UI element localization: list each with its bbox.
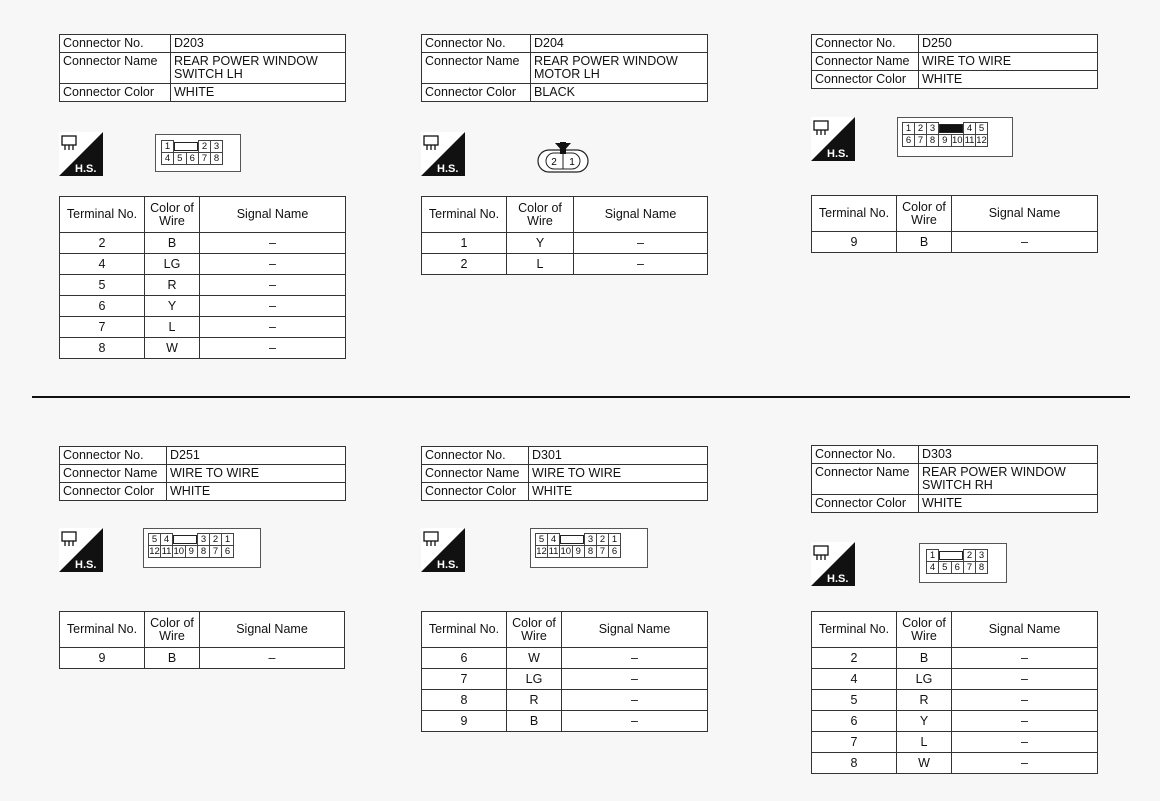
pin-8: 8	[976, 562, 988, 574]
pin-5: 5	[536, 534, 548, 546]
svg-text:H.S.: H.S.	[75, 163, 97, 175]
pin-7: 7	[915, 135, 927, 147]
table-row: 6 Y –	[812, 711, 1098, 732]
connector-color-value: WHITE	[167, 483, 346, 501]
pin-1: 1	[609, 534, 621, 546]
pin-9: 9	[939, 135, 952, 147]
pin-10: 10	[173, 546, 185, 557]
svg-text:H.S.: H.S.	[827, 573, 849, 585]
pin-2: 2	[597, 534, 609, 546]
table-row: 2 B –	[812, 648, 1098, 669]
table-row: 9 B –	[812, 232, 1098, 253]
table-row: 5 R –	[812, 690, 1098, 711]
harness-side-icon	[59, 132, 103, 176]
connector-info-table	[811, 34, 1098, 89]
connector-color-value: BLACK	[531, 84, 708, 102]
svg-text:H.S.: H.S.	[437, 163, 459, 175]
terminal-table	[811, 195, 1098, 253]
connector-no-label: Connector No.	[422, 447, 529, 465]
connector-name-value: REAR POWER WINDOW SWITCH LH	[171, 53, 346, 84]
pin-12: 12	[149, 546, 160, 557]
table-row: 9 B –	[422, 711, 708, 732]
connector-no-label: Connector No.	[60, 447, 167, 465]
color-of-wire-header: Color of Wire	[897, 612, 952, 648]
table-row: 6 W –	[422, 648, 708, 669]
pin-5: 5	[976, 123, 988, 135]
signal-name-header: Signal Name	[952, 612, 1098, 648]
terminal-table-d251-wrap	[59, 611, 345, 669]
connector-name-value: REAR POWER WINDOW SWITCH RH	[919, 464, 1098, 495]
pin-8: 8	[198, 546, 210, 558]
connector-info-table	[59, 34, 346, 102]
connector-color-label: Connector Color	[60, 483, 167, 501]
pin-4: 4	[548, 534, 560, 546]
pin-7: 7	[210, 546, 222, 558]
pin-4: 4	[927, 562, 939, 574]
pin-6: 6	[609, 546, 621, 558]
harness-side-icon	[811, 117, 855, 161]
table-row: 4 LG –	[812, 669, 1098, 690]
pin-6: 6	[951, 562, 964, 574]
pin-11: 11	[548, 546, 559, 557]
pin-1: 1	[903, 123, 915, 135]
connector-name-label: Connector Name	[812, 464, 919, 495]
pin-9: 9	[572, 546, 585, 558]
pin-4: 4	[964, 123, 976, 135]
table-row: 7 L –	[812, 732, 1098, 753]
svg-text:H.S.: H.S.	[437, 559, 459, 571]
pin-4: 4	[162, 153, 174, 165]
connector-no-value: D204	[531, 35, 708, 53]
connector-face-d204	[535, 140, 591, 176]
svg-text:H.S.: H.S.	[75, 559, 97, 571]
harness-side-icon	[811, 542, 855, 586]
pin-2: 2	[210, 534, 222, 546]
pin-4: 4	[161, 534, 173, 546]
connector-no-value: D251	[167, 447, 346, 465]
pin-6: 6	[222, 546, 234, 558]
signal-name-header: Signal Name	[200, 612, 345, 648]
connector-face-d251	[143, 528, 261, 568]
terminal-table-d203-wrap	[59, 196, 346, 359]
connector-block-d303	[811, 445, 1098, 513]
signal-name-header: Signal Name	[574, 197, 708, 233]
connector-face-d303	[919, 543, 1007, 583]
connector-no-value: D301	[529, 447, 708, 465]
harness-side-icon	[421, 132, 465, 176]
connector-block-d301	[421, 446, 708, 501]
connector-info-table	[421, 34, 708, 102]
table-row: 2 B –	[60, 233, 346, 254]
terminal-no-header: Terminal No.	[60, 197, 145, 233]
latch	[939, 550, 964, 562]
table-row: 8 W –	[812, 753, 1098, 774]
table-row: 7 L –	[60, 317, 346, 338]
terminal-table	[421, 611, 708, 732]
connector-name-label: Connector Name	[422, 465, 529, 483]
signal-name-header: Signal Name	[952, 196, 1098, 232]
pin-3: 3	[585, 534, 597, 546]
pin-8: 8	[585, 546, 597, 558]
connector-no-label: Connector No.	[812, 446, 919, 464]
table-row: 7 LG –	[422, 669, 708, 690]
terminal-table-d301-wrap	[421, 611, 708, 732]
color-of-wire-header: Color of Wire	[897, 196, 952, 232]
connector-name-value: WIRE TO WIRE	[529, 465, 708, 483]
connector-block-d250	[811, 34, 1098, 89]
pin-3: 3	[976, 550, 988, 562]
connector-face-d250	[897, 117, 1013, 157]
table-row: 4 LG –	[60, 254, 346, 275]
pin-3: 3	[927, 123, 939, 135]
harness-side-icon	[421, 528, 465, 572]
pin-10: 10	[951, 135, 963, 146]
connector-block-d204	[421, 34, 708, 102]
connector-no-value: D203	[171, 35, 346, 53]
connector-name-value: WIRE TO WIRE	[167, 465, 346, 483]
pin-7: 7	[964, 562, 976, 574]
signal-name-header: Signal Name	[200, 197, 346, 233]
terminal-no-header: Terminal No.	[812, 196, 897, 232]
svg-text:1: 1	[569, 157, 575, 168]
connector-color-value: WHITE	[919, 71, 1098, 89]
connector-name-value: WIRE TO WIRE	[919, 53, 1098, 71]
connector-no-label: Connector No.	[422, 35, 531, 53]
pin-12: 12	[536, 546, 547, 557]
connector-info-table	[811, 445, 1098, 513]
connector-color-label: Connector Color	[812, 71, 919, 89]
terminal-no-header: Terminal No.	[422, 197, 507, 233]
pin-11: 11	[964, 135, 975, 146]
table-row: 8 R –	[422, 690, 708, 711]
latch	[174, 141, 199, 153]
table-row: 5 R –	[60, 275, 346, 296]
pin-1: 1	[927, 550, 939, 562]
connector-no-label: Connector No.	[812, 35, 919, 53]
connector-color-label: Connector Color	[422, 84, 531, 102]
pin-5: 5	[174, 153, 187, 165]
pin-8: 8	[927, 135, 939, 147]
pin-2: 2	[199, 141, 211, 153]
color-of-wire-header: Color of Wire	[145, 197, 200, 233]
terminal-table-d204-wrap	[421, 196, 708, 275]
latch	[560, 534, 585, 546]
connector-color-label: Connector Color	[60, 84, 171, 102]
terminal-table	[59, 611, 345, 669]
latch	[173, 534, 198, 546]
table-row: 8 W –	[60, 338, 346, 359]
pin-7: 7	[199, 153, 211, 165]
terminal-table	[59, 196, 346, 359]
terminal-table-d250-wrap	[811, 195, 1098, 253]
pin-2: 2	[915, 123, 927, 135]
table-row: 9 B –	[60, 648, 345, 669]
harness-side-icon	[59, 528, 103, 572]
pin-1: 1	[222, 534, 234, 546]
terminal-no-header: Terminal No.	[812, 612, 897, 648]
pin-1: 1	[162, 141, 174, 153]
connector-color-value: WHITE	[919, 495, 1098, 513]
connector-block-d203	[59, 34, 346, 102]
pin-3: 3	[211, 141, 223, 153]
pin-7: 7	[597, 546, 609, 558]
connector-color-label: Connector Color	[812, 495, 919, 513]
connector-color-label: Connector Color	[422, 483, 529, 501]
terminal-table	[421, 196, 708, 275]
svg-text:H.S.: H.S.	[827, 148, 849, 160]
color-of-wire-header: Color of Wire	[507, 612, 562, 648]
pin-5: 5	[939, 562, 952, 574]
pin-12: 12	[976, 135, 987, 146]
connector-name-label: Connector Name	[60, 53, 171, 84]
connector-color-value: WHITE	[529, 483, 708, 501]
color-of-wire-header: Color of Wire	[145, 612, 200, 648]
connector-face-d301	[530, 528, 648, 568]
terminal-table	[811, 611, 1098, 774]
color-of-wire-header: Color of Wire	[507, 197, 574, 233]
connector-name-label: Connector Name	[422, 53, 531, 84]
pin-10: 10	[560, 546, 572, 557]
connector-no-value: D303	[919, 446, 1098, 464]
connector-no-label: Connector No.	[60, 35, 171, 53]
connector-no-value: D250	[919, 35, 1098, 53]
pin-3: 3	[198, 534, 210, 546]
terminal-no-header: Terminal No.	[60, 612, 145, 648]
latch	[939, 123, 964, 135]
connector-name-label: Connector Name	[60, 465, 167, 483]
pin-6: 6	[186, 153, 199, 165]
section-divider	[32, 396, 1130, 398]
connector-name-label: Connector Name	[812, 53, 919, 71]
pin-6: 6	[903, 135, 915, 147]
connector-color-value: WHITE	[171, 84, 346, 102]
table-row: 2 L –	[422, 254, 708, 275]
terminal-table-d303-wrap	[811, 611, 1098, 774]
pin-5: 5	[149, 534, 161, 546]
pin-11: 11	[161, 546, 172, 557]
connector-info-table	[421, 446, 708, 501]
table-row: 1 Y –	[422, 233, 708, 254]
table-row: 6 Y –	[60, 296, 346, 317]
connector-face-d203	[155, 134, 241, 172]
connector-name-value: REAR POWER WINDOW MOTOR LH	[531, 53, 708, 84]
svg-text:2: 2	[551, 157, 557, 168]
pin-2: 2	[964, 550, 976, 562]
connector-block-d251	[59, 446, 346, 501]
pin-8: 8	[211, 153, 223, 165]
pin-9: 9	[185, 546, 198, 558]
signal-name-header: Signal Name	[562, 612, 708, 648]
connector-info-table	[59, 446, 346, 501]
terminal-no-header: Terminal No.	[422, 612, 507, 648]
